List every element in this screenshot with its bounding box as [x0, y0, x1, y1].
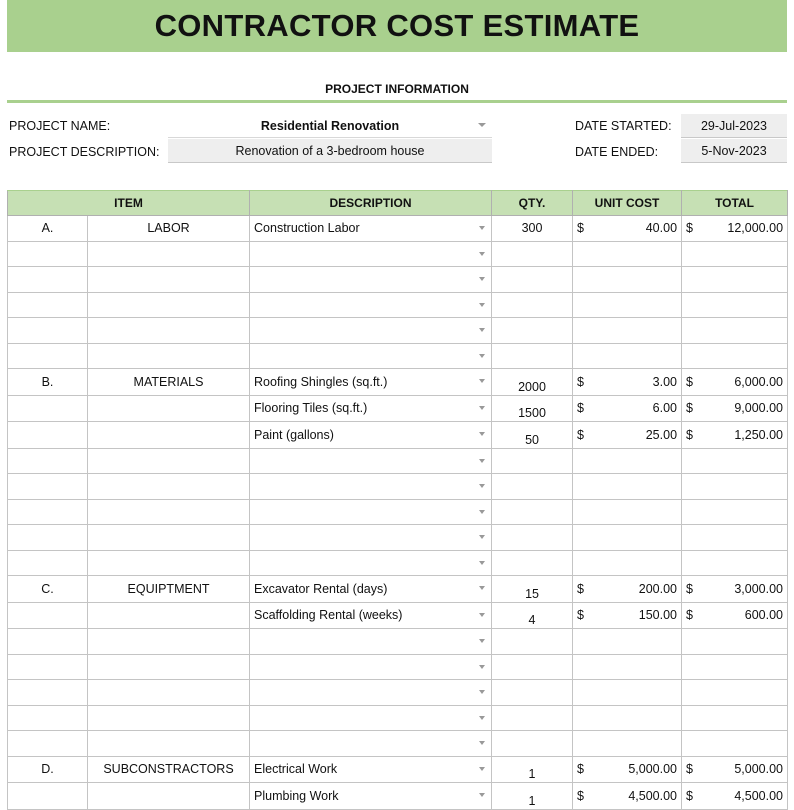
- description-cell[interactable]: [250, 550, 492, 576]
- unit-cost-value: 3.00: [652, 374, 678, 389]
- unit-cost-value: 25.00: [645, 427, 678, 442]
- qty-cell[interactable]: 1500: [492, 395, 573, 422]
- item-letter[interactable]: [8, 680, 88, 706]
- page-title: CONTRACTOR COST ESTIMATE: [154, 8, 640, 43]
- total-cell: [682, 525, 788, 551]
- total-cell: [682, 369, 788, 396]
- description-cell[interactable]: [250, 525, 492, 551]
- item-letter[interactable]: [8, 241, 88, 267]
- table-row: [8, 680, 788, 706]
- unit-cost-cell[interactable]: [573, 448, 682, 474]
- qty-cell[interactable]: 1: [492, 756, 573, 783]
- item-category[interactable]: [88, 267, 250, 293]
- item-letter[interactable]: [8, 474, 88, 500]
- description-cell[interactable]: [250, 216, 492, 242]
- qty-cell[interactable]: [492, 731, 573, 757]
- qty-cell[interactable]: [492, 448, 573, 474]
- description-cell[interactable]: [250, 448, 492, 474]
- table-row: [8, 343, 788, 369]
- unit-cost-cell[interactable]: [573, 241, 682, 267]
- item-category[interactable]: [88, 474, 250, 500]
- unit-cost-cell[interactable]: [573, 756, 682, 783]
- chevron-down-icon[interactable]: [479, 303, 485, 307]
- total-cell: [682, 550, 788, 576]
- item-letter[interactable]: [8, 422, 88, 449]
- currency-symbol: $: [577, 762, 584, 777]
- total-cell: [682, 216, 788, 242]
- chevron-down-icon[interactable]: [478, 123, 486, 127]
- chevron-down-icon[interactable]: [479, 459, 485, 463]
- unit-cost-cell[interactable]: [573, 216, 682, 242]
- item-category[interactable]: LABOR: [88, 216, 250, 242]
- description-value: Scaffolding Rental (weeks): [254, 608, 403, 623]
- item-letter[interactable]: [8, 267, 88, 293]
- total-value: 1,250.00: [734, 427, 784, 442]
- total-value: 3,000.00: [734, 581, 784, 596]
- unit-cost-cell[interactable]: [573, 629, 682, 655]
- total-value: 600.00: [744, 608, 784, 623]
- qty-cell[interactable]: [492, 292, 573, 318]
- qty-cell[interactable]: 15: [492, 576, 573, 603]
- unit-cost-cell[interactable]: [573, 474, 682, 500]
- item-letter[interactable]: [8, 629, 88, 655]
- item-category[interactable]: [88, 629, 250, 655]
- item-letter[interactable]: B.: [8, 369, 88, 396]
- unit-cost-cell[interactable]: [573, 654, 682, 680]
- chevron-down-icon[interactable]: [479, 277, 485, 281]
- item-category[interactable]: [88, 705, 250, 731]
- unit-cost-cell[interactable]: [573, 576, 682, 603]
- chevron-down-icon[interactable]: [479, 741, 485, 745]
- currency-symbol: $: [577, 374, 584, 389]
- item-category[interactable]: [88, 499, 250, 525]
- total-value: 6,000.00: [734, 374, 784, 389]
- total-cell: [682, 602, 788, 629]
- table-row: [8, 422, 788, 449]
- unit-cost-cell[interactable]: [573, 318, 682, 344]
- unit-cost-cell[interactable]: [573, 292, 682, 318]
- unit-cost-cell[interactable]: [573, 550, 682, 576]
- item-letter[interactable]: [8, 448, 88, 474]
- unit-cost-cell[interactable]: [573, 602, 682, 629]
- item-letter[interactable]: [8, 783, 88, 810]
- qty-cell[interactable]: [492, 525, 573, 551]
- description-cell[interactable]: [250, 422, 492, 449]
- description-value: Construction Labor: [254, 221, 360, 236]
- total-cell: [682, 756, 788, 783]
- header-qty: QTY.: [492, 191, 573, 216]
- currency-symbol: $: [577, 427, 584, 442]
- description-cell[interactable]: [250, 705, 492, 731]
- currency-symbol: $: [577, 788, 584, 803]
- header-unit-cost: UNIT COST: [573, 191, 682, 216]
- chevron-down-icon[interactable]: [479, 690, 485, 694]
- currency-symbol: $: [686, 581, 693, 596]
- table-row: [8, 550, 788, 576]
- chevron-down-icon[interactable]: [479, 406, 485, 410]
- qty-cell[interactable]: [492, 680, 573, 706]
- chevron-down-icon[interactable]: [479, 535, 485, 539]
- chevron-down-icon[interactable]: [479, 793, 485, 797]
- item-category[interactable]: [88, 292, 250, 318]
- date-started-field[interactable]: [681, 114, 787, 138]
- table-row: [8, 318, 788, 344]
- description-cell[interactable]: [250, 629, 492, 655]
- description-cell[interactable]: [250, 731, 492, 757]
- item-category[interactable]: [88, 654, 250, 680]
- total-cell: [682, 395, 788, 422]
- description-cell[interactable]: [250, 318, 492, 344]
- currency-symbol: $: [577, 608, 584, 623]
- currency-symbol: $: [686, 608, 693, 623]
- qty-cell[interactable]: [492, 318, 573, 344]
- total-value: 9,000.00: [734, 401, 784, 416]
- table-row: [8, 292, 788, 318]
- unit-cost-cell[interactable]: [573, 395, 682, 422]
- item-category[interactable]: [88, 680, 250, 706]
- table-row: [8, 525, 788, 551]
- total-cell: [682, 422, 788, 449]
- item-category[interactable]: MATERIALS: [88, 369, 250, 396]
- item-category[interactable]: [88, 550, 250, 576]
- description-cell[interactable]: [250, 241, 492, 267]
- description-value: Paint (gallons): [254, 427, 334, 442]
- unit-cost-cell[interactable]: [573, 705, 682, 731]
- header-item: ITEM: [8, 191, 250, 216]
- total-cell: [682, 731, 788, 757]
- total-value: 4,500.00: [734, 788, 784, 803]
- chevron-down-icon[interactable]: [479, 354, 485, 358]
- date-started-value: 29-Jul-2023: [700, 118, 767, 133]
- table-row: [8, 705, 788, 731]
- table-row: [8, 267, 788, 293]
- currency-symbol: $: [686, 401, 693, 416]
- item-letter[interactable]: [8, 292, 88, 318]
- description-cell[interactable]: [250, 395, 492, 422]
- qty-cell[interactable]: 300: [492, 216, 573, 242]
- unit-cost-cell[interactable]: [573, 267, 682, 293]
- unit-cost-cell[interactable]: [573, 680, 682, 706]
- description-cell[interactable]: [250, 267, 492, 293]
- project-name-value: Residential Renovation: [260, 118, 400, 133]
- item-letter[interactable]: A.: [8, 216, 88, 242]
- item-letter[interactable]: [8, 654, 88, 680]
- project-description-field[interactable]: [168, 139, 492, 163]
- currency-symbol: $: [577, 401, 584, 416]
- total-cell: [682, 241, 788, 267]
- qty-cell[interactable]: 2000: [492, 369, 573, 396]
- description-value: Roofing Shingles (sq.ft.): [254, 374, 388, 389]
- table-row: [8, 756, 788, 783]
- item-category[interactable]: [88, 241, 250, 267]
- date-ended-value: 5-Nov-2023: [701, 143, 767, 158]
- unit-cost-value: 40.00: [645, 221, 678, 236]
- qty-cell[interactable]: [492, 267, 573, 293]
- chevron-down-icon[interactable]: [479, 716, 485, 720]
- project-name-field[interactable]: [168, 114, 492, 138]
- description-cell[interactable]: [250, 576, 492, 603]
- chevron-down-icon[interactable]: [479, 510, 485, 514]
- qty-cell[interactable]: [492, 705, 573, 731]
- table-row: [8, 629, 788, 655]
- total-cell: [682, 267, 788, 293]
- item-letter[interactable]: [8, 705, 88, 731]
- total-cell: [682, 629, 788, 655]
- unit-cost-cell[interactable]: [573, 369, 682, 396]
- title-banner: [7, 0, 787, 52]
- table-row: [8, 602, 788, 629]
- item-letter[interactable]: [8, 525, 88, 551]
- item-letter[interactable]: D.: [8, 756, 88, 783]
- currency-symbol: $: [686, 788, 693, 803]
- section-divider: [7, 100, 787, 103]
- qty-cell[interactable]: [492, 550, 573, 576]
- unit-cost-value: 150.00: [638, 608, 678, 623]
- item-letter[interactable]: [8, 395, 88, 422]
- description-cell[interactable]: [250, 499, 492, 525]
- currency-symbol: $: [686, 374, 693, 389]
- total-value: 5,000.00: [734, 762, 784, 777]
- total-cell: [682, 499, 788, 525]
- item-category[interactable]: EQUIPTMENT: [88, 576, 250, 603]
- total-cell: [682, 783, 788, 810]
- chevron-down-icon[interactable]: [479, 252, 485, 256]
- chevron-down-icon[interactable]: [479, 613, 485, 617]
- table-row: [8, 731, 788, 757]
- item-category[interactable]: [88, 448, 250, 474]
- table-header-row: [8, 191, 788, 216]
- item-letter[interactable]: [8, 499, 88, 525]
- item-letter[interactable]: [8, 602, 88, 629]
- total-cell: [682, 318, 788, 344]
- chevron-down-icon[interactable]: [479, 484, 485, 488]
- qty-cell[interactable]: [492, 474, 573, 500]
- total-cell: [682, 680, 788, 706]
- unit-cost-value: 5,000.00: [628, 762, 678, 777]
- description-value: Electrical Work: [254, 762, 338, 777]
- table-row: [8, 448, 788, 474]
- unit-cost-cell[interactable]: [573, 525, 682, 551]
- total-value: 12,000.00: [727, 221, 784, 236]
- item-category[interactable]: [88, 731, 250, 757]
- unit-cost-cell[interactable]: [573, 731, 682, 757]
- qty-cell[interactable]: [492, 629, 573, 655]
- currency-symbol: $: [577, 221, 584, 236]
- qty-cell[interactable]: 1: [492, 783, 573, 810]
- project-name-label: PROJECT NAME:: [9, 119, 111, 133]
- item-category[interactable]: [88, 602, 250, 629]
- description-cell[interactable]: [250, 292, 492, 318]
- total-cell: [682, 705, 788, 731]
- currency-symbol: $: [686, 221, 693, 236]
- description-value: Flooring Tiles (sq.ft.): [254, 401, 368, 416]
- table-row: [8, 474, 788, 500]
- item-category[interactable]: [88, 783, 250, 810]
- table-row: [8, 241, 788, 267]
- chevron-down-icon[interactable]: [479, 328, 485, 332]
- unit-cost-cell[interactable]: [573, 499, 682, 525]
- description-cell[interactable]: [250, 756, 492, 783]
- chevron-down-icon[interactable]: [479, 226, 485, 230]
- chevron-down-icon[interactable]: [479, 639, 485, 643]
- item-letter[interactable]: [8, 343, 88, 369]
- chevron-down-icon[interactable]: [479, 379, 485, 383]
- description-value: Plumbing Work: [254, 788, 339, 803]
- unit-cost-value: 200.00: [638, 581, 678, 596]
- chevron-down-icon[interactable]: [479, 561, 485, 565]
- qty-cell[interactable]: [492, 499, 573, 525]
- table-row: [8, 395, 788, 422]
- table-row: [8, 783, 788, 810]
- description-cell[interactable]: [250, 783, 492, 810]
- item-category[interactable]: [88, 395, 250, 422]
- chevron-down-icon[interactable]: [479, 767, 485, 771]
- unit-cost-value: 4,500.00: [628, 788, 678, 803]
- qty-cell[interactable]: [492, 654, 573, 680]
- project-description-value: Renovation of a 3-bedroom house: [235, 143, 425, 158]
- description-cell[interactable]: [250, 343, 492, 369]
- total-cell: [682, 654, 788, 680]
- description-cell[interactable]: [250, 654, 492, 680]
- currency-symbol: $: [686, 762, 693, 777]
- item-category[interactable]: [88, 422, 250, 449]
- currency-symbol: $: [686, 427, 693, 442]
- unit-cost-cell[interactable]: [573, 343, 682, 369]
- item-category[interactable]: SUBCONSTRACTORS: [88, 756, 250, 783]
- table-row: [8, 369, 788, 396]
- description-cell[interactable]: [250, 602, 492, 629]
- chevron-down-icon[interactable]: [479, 586, 485, 590]
- item-category[interactable]: [88, 343, 250, 369]
- chevron-down-icon[interactable]: [479, 432, 485, 436]
- unit-cost-cell[interactable]: [573, 783, 682, 810]
- currency-symbol: $: [577, 581, 584, 596]
- project-info-heading: PROJECT INFORMATION: [325, 82, 469, 96]
- total-cell: [682, 448, 788, 474]
- total-cell: [682, 343, 788, 369]
- qty-cell[interactable]: [492, 343, 573, 369]
- table-row: [8, 654, 788, 680]
- project-description-label: PROJECT DESCRIPTION:: [9, 145, 160, 159]
- qty-cell[interactable]: [492, 241, 573, 267]
- date-started-label: DATE STARTED:: [575, 119, 672, 133]
- header-description: DESCRIPTION: [250, 191, 492, 216]
- date-ended-field[interactable]: [681, 139, 787, 163]
- item-category[interactable]: [88, 318, 250, 344]
- qty-cell[interactable]: 4: [492, 602, 573, 629]
- table-row: [8, 576, 788, 603]
- item-category[interactable]: [88, 525, 250, 551]
- total-cell: [682, 576, 788, 603]
- unit-cost-value: 6.00: [652, 401, 678, 416]
- header-total: TOTAL: [682, 191, 788, 216]
- description-cell[interactable]: [250, 369, 492, 396]
- chevron-down-icon[interactable]: [479, 665, 485, 669]
- table-row: [8, 216, 788, 242]
- unit-cost-cell[interactable]: [573, 422, 682, 449]
- item-letter[interactable]: [8, 731, 88, 757]
- cost-estimate-table: [7, 190, 788, 810]
- total-cell: [682, 292, 788, 318]
- item-letter[interactable]: C.: [8, 576, 88, 603]
- item-letter[interactable]: [8, 318, 88, 344]
- description-cell[interactable]: [250, 680, 492, 706]
- description-value: Excavator Rental (days): [254, 581, 388, 596]
- item-letter[interactable]: [8, 550, 88, 576]
- qty-cell[interactable]: 50: [492, 422, 573, 449]
- table-row: [8, 499, 788, 525]
- date-ended-label: DATE ENDED:: [575, 145, 659, 159]
- description-cell[interactable]: [250, 474, 492, 500]
- total-cell: [682, 474, 788, 500]
